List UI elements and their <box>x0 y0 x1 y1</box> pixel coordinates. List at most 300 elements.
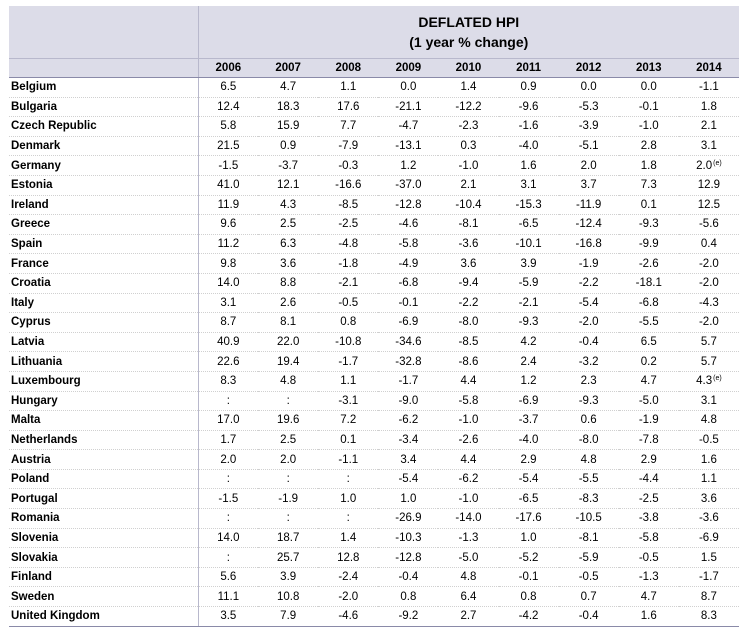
value-text: -1.3 <box>458 531 479 544</box>
value-cell <box>619 411 679 431</box>
value-cell <box>438 156 498 176</box>
value-text: 8.1 <box>280 316 297 329</box>
value-cell <box>438 136 498 156</box>
value-cell <box>499 469 559 489</box>
value-text: 1.6 <box>700 453 717 466</box>
value-cell <box>318 97 378 117</box>
country-name: Portugal <box>9 489 198 509</box>
value-cell <box>198 430 258 450</box>
value-text: -5.0 <box>638 394 659 407</box>
value-cell <box>499 136 559 156</box>
value-text: 1.6 <box>520 159 537 172</box>
value-text: -34.6 <box>395 336 422 349</box>
value-text: -1.1 <box>338 453 359 466</box>
value-text: -9.4 <box>458 277 479 290</box>
value-text: -7.9 <box>338 140 359 153</box>
value-text: 18.7 <box>276 531 300 544</box>
value-cell <box>198 509 258 529</box>
value-text: 25.7 <box>276 551 300 564</box>
value-text: 7.7 <box>340 120 357 133</box>
value-text: 14.0 <box>217 531 240 544</box>
value-cell <box>619 97 679 117</box>
country-name: Spain <box>9 234 198 254</box>
value-text: -3.6 <box>458 238 479 251</box>
value-cell <box>438 195 498 215</box>
value-cell <box>198 587 258 607</box>
value-text: -0.1 <box>518 571 539 584</box>
value-text: -1.3 <box>638 571 659 584</box>
value-text: -9.6 <box>518 100 539 113</box>
value-cell <box>198 567 258 587</box>
value-text: 4.7 <box>640 590 657 603</box>
value-cell <box>499 607 559 627</box>
value-cell <box>198 450 258 470</box>
table-title: DEFLATED HPI <box>418 14 520 30</box>
value-cell <box>258 411 318 431</box>
table-row <box>9 528 739 548</box>
value-cell <box>378 352 438 372</box>
value-text: -2.0 <box>698 316 719 329</box>
value-text: -7.8 <box>638 433 659 446</box>
value-cell <box>679 332 739 352</box>
value-text: -9.9 <box>638 238 659 251</box>
value-text: 6.4 <box>460 590 477 603</box>
value-text: -16.6 <box>335 179 362 192</box>
country-name: Malta <box>9 411 198 431</box>
table-row <box>9 78 739 98</box>
value-cell <box>438 254 498 274</box>
value-cell <box>258 156 318 176</box>
value-text: 0.8 <box>340 316 357 329</box>
value-text: -5.1 <box>578 140 599 153</box>
value-cell <box>378 254 438 274</box>
value-cell <box>499 273 559 293</box>
value-cell <box>198 136 258 156</box>
value-text: 12.8 <box>337 551 360 564</box>
value-cell <box>378 450 438 470</box>
value-text: 12.5 <box>697 198 721 211</box>
value-cell <box>438 234 498 254</box>
value-cell <box>619 587 679 607</box>
value-cell <box>499 509 559 529</box>
value-text: 2.5 <box>280 433 297 446</box>
value-cell <box>258 607 318 627</box>
value-cell <box>258 587 318 607</box>
value-text: 1.0 <box>520 531 537 544</box>
value-text: -6.9 <box>518 394 539 407</box>
value-text: 0.9 <box>520 81 537 94</box>
year-header-row <box>9 59 739 78</box>
value-cell <box>198 411 258 431</box>
value-cell <box>619 450 679 470</box>
value-text: 4.4 <box>460 375 477 388</box>
value-cell <box>438 411 498 431</box>
value-text: 7.9 <box>280 610 297 623</box>
value-text: 0.0 <box>640 81 657 94</box>
value-text: -1.9 <box>278 492 299 505</box>
country-name: Cyprus <box>9 313 198 333</box>
value-text: 0.1 <box>640 198 657 211</box>
value-text: -6.2 <box>398 414 419 427</box>
value-text: 1.2 <box>520 375 537 388</box>
value-cell <box>619 195 679 215</box>
value-text: 2.3 <box>580 375 597 388</box>
value-cell <box>559 195 619 215</box>
table-row <box>9 469 739 489</box>
value-cell <box>318 117 378 137</box>
country-name: Netherlands <box>9 430 198 450</box>
value-text: -5.4 <box>518 473 539 486</box>
value-text: 1.4 <box>460 81 477 94</box>
value-cell <box>258 371 318 391</box>
country-name: Croatia <box>9 273 198 293</box>
value-text: -0.4 <box>398 571 419 584</box>
value-cell <box>318 391 378 411</box>
value-text: 7.2 <box>340 414 357 427</box>
value-cell <box>679 567 739 587</box>
value-text: -4.0 <box>518 433 539 446</box>
value-cell <box>679 548 739 568</box>
table-title-cell <box>198 6 739 59</box>
value-cell <box>258 254 318 274</box>
value-text: -13.1 <box>395 140 422 153</box>
value-text: -5.8 <box>458 394 479 407</box>
value-text: -5.2 <box>518 551 539 564</box>
value-text: -9.3 <box>578 394 599 407</box>
value-text: : <box>226 394 230 407</box>
value-cell <box>559 411 619 431</box>
value-cell <box>378 78 438 98</box>
value-cell <box>679 234 739 254</box>
table-row <box>9 254 739 274</box>
value-text: 3.5 <box>220 610 237 623</box>
value-cell <box>258 332 318 352</box>
value-text: 3.1 <box>700 394 717 407</box>
value-cell <box>198 293 258 313</box>
value-text: -3.2 <box>578 355 599 368</box>
country-name: Poland <box>9 469 198 489</box>
value-cell <box>559 136 619 156</box>
value-cell <box>559 78 619 98</box>
value-cell <box>679 254 739 274</box>
value-cell <box>258 234 318 254</box>
value-text: 1.0 <box>340 492 357 505</box>
value-cell <box>619 607 679 627</box>
value-cell <box>619 78 679 98</box>
table-row <box>9 332 739 352</box>
value-cell <box>198 215 258 235</box>
value-text: 4.7 <box>640 375 657 388</box>
value-text: -12.8 <box>395 551 422 564</box>
value-text: -5.9 <box>578 551 599 564</box>
value-cell <box>559 175 619 195</box>
value-cell <box>679 411 739 431</box>
value-cell <box>318 371 378 391</box>
table-row <box>9 587 739 607</box>
value-text: 40.9 <box>217 336 240 349</box>
value-cell <box>679 97 739 117</box>
value-cell <box>198 528 258 548</box>
value-text: -8.0 <box>458 316 479 329</box>
value-text: 12.4 <box>217 100 240 113</box>
country-name: Germany <box>9 156 198 176</box>
value-cell <box>679 117 739 137</box>
country-name: Belgium <box>9 78 198 98</box>
value-text: 4.8 <box>580 453 597 466</box>
value-text: 2.7 <box>460 610 477 623</box>
value-text: -12.4 <box>575 218 602 231</box>
value-cell <box>378 293 438 313</box>
value-cell <box>438 567 498 587</box>
value-cell <box>619 332 679 352</box>
value-cell <box>559 528 619 548</box>
table-row <box>9 313 739 333</box>
value-cell <box>438 97 498 117</box>
country-name: Latvia <box>9 332 198 352</box>
value-text: 8.8 <box>280 277 297 290</box>
value-text: 2.5 <box>280 218 297 231</box>
value-cell <box>499 371 559 391</box>
value-text: -10.8 <box>335 336 362 349</box>
value-cell <box>559 97 619 117</box>
value-text: 17.6 <box>337 100 360 113</box>
value-cell <box>619 528 679 548</box>
value-cell <box>318 136 378 156</box>
value-cell <box>258 78 318 98</box>
estimate-flag: (e) <box>713 159 722 167</box>
value-cell <box>438 313 498 333</box>
value-text: -10.4 <box>455 198 482 211</box>
value-text: : <box>286 473 290 486</box>
value-cell <box>378 607 438 627</box>
value-text: -37.0 <box>395 179 422 192</box>
value-text: 0.9 <box>280 140 297 153</box>
value-text: 8.7 <box>700 590 717 603</box>
value-cell <box>318 587 378 607</box>
value-text: -6.5 <box>518 492 539 505</box>
value-cell <box>559 587 619 607</box>
value-cell <box>559 254 619 274</box>
value-cell <box>378 391 438 411</box>
value-text: -2.5 <box>338 218 359 231</box>
value-cell <box>499 352 559 372</box>
table-body <box>9 78 739 627</box>
value-cell <box>559 469 619 489</box>
value-text: 1.1 <box>340 375 357 388</box>
value-cell <box>559 332 619 352</box>
value-cell <box>378 587 438 607</box>
value-text: 2.0 <box>696 159 713 172</box>
year-header: 2014 <box>679 59 739 78</box>
value-text: -11.9 <box>575 198 602 211</box>
country-name: Italy <box>9 293 198 313</box>
value-text: : <box>286 394 290 407</box>
value-cell <box>499 587 559 607</box>
value-cell <box>438 175 498 195</box>
value-cell <box>438 391 498 411</box>
value-text: -4.2 <box>518 610 539 623</box>
value-text: : <box>346 512 350 525</box>
value-text: -5.6 <box>698 218 719 231</box>
value-cell <box>499 156 559 176</box>
year-header: 2013 <box>619 59 679 78</box>
country-name: Bulgaria <box>9 97 198 117</box>
value-cell <box>619 273 679 293</box>
value-text: -6.9 <box>698 531 719 544</box>
value-cell <box>198 254 258 274</box>
value-text: 21.5 <box>217 140 240 153</box>
value-cell <box>198 469 258 489</box>
value-cell <box>438 352 498 372</box>
value-text: -4.3 <box>698 296 719 309</box>
value-text: 9.8 <box>220 257 237 270</box>
value-text: -12.2 <box>455 100 482 113</box>
value-cell <box>198 195 258 215</box>
value-cell <box>619 391 679 411</box>
value-text: 3.6 <box>700 492 717 505</box>
value-text: : <box>286 512 290 525</box>
value-text: -10.5 <box>575 512 602 525</box>
table-row <box>9 391 739 411</box>
value-text: 41.0 <box>217 179 240 192</box>
value-text: 22.0 <box>276 336 300 349</box>
value-text: 6.5 <box>640 336 657 349</box>
value-text: -8.5 <box>458 336 479 349</box>
value-cell <box>619 371 679 391</box>
value-text: -6.5 <box>518 218 539 231</box>
year-header: 2008 <box>318 59 378 78</box>
value-text: 1.8 <box>700 100 717 113</box>
value-text: 1.5 <box>700 551 717 564</box>
value-cell <box>438 509 498 529</box>
country-header-cell <box>9 59 198 78</box>
value-text: 0.8 <box>520 590 537 603</box>
value-cell <box>679 195 739 215</box>
value-text: -0.4 <box>578 610 599 623</box>
value-cell <box>318 175 378 195</box>
value-text: -2.2 <box>578 277 599 290</box>
value-text: 0.2 <box>640 355 657 368</box>
deflated-hpi-table <box>9 6 739 627</box>
value-text: : <box>346 473 350 486</box>
value-cell <box>258 215 318 235</box>
value-cell <box>499 567 559 587</box>
value-text: 3.1 <box>700 140 717 153</box>
value-cell <box>378 156 438 176</box>
value-text: -5.9 <box>518 277 539 290</box>
value-cell <box>198 78 258 98</box>
value-text: 2.9 <box>640 453 657 466</box>
value-cell <box>499 97 559 117</box>
value-cell <box>318 352 378 372</box>
value-text: -5.5 <box>638 316 659 329</box>
value-text: 1.2 <box>400 159 417 172</box>
country-name: Sweden <box>9 587 198 607</box>
value-cell <box>258 548 318 568</box>
value-text: -2.0 <box>578 316 599 329</box>
value-text: 5.7 <box>700 355 717 368</box>
value-cell <box>679 273 739 293</box>
value-text: : <box>226 551 230 564</box>
country-name: Romania <box>9 509 198 529</box>
value-cell <box>679 391 739 411</box>
value-text: -16.8 <box>575 238 602 251</box>
value-text: 4.8 <box>700 414 717 427</box>
value-cell <box>559 313 619 333</box>
value-cell <box>499 528 559 548</box>
value-text: -4.9 <box>398 257 419 270</box>
table-row <box>9 607 739 627</box>
value-cell <box>378 136 438 156</box>
value-cell <box>499 332 559 352</box>
year-header: 2009 <box>378 59 438 78</box>
value-text: 8.7 <box>220 316 237 329</box>
value-text: -14.0 <box>455 512 482 525</box>
value-text: -1.6 <box>518 120 539 133</box>
value-cell <box>258 528 318 548</box>
country-name: United Kingdom <box>9 607 198 627</box>
value-text: -6.2 <box>458 473 479 486</box>
value-text: 5.8 <box>220 120 237 133</box>
value-text: 1.7 <box>220 433 237 446</box>
value-text: -5.5 <box>578 473 599 486</box>
value-cell <box>559 371 619 391</box>
value-text: 4.7 <box>280 81 297 94</box>
value-cell <box>559 450 619 470</box>
table-row <box>9 371 739 391</box>
value-cell <box>619 175 679 195</box>
value-text: -2.1 <box>518 296 539 309</box>
value-cell <box>679 469 739 489</box>
value-cell <box>318 215 378 235</box>
value-cell <box>679 136 739 156</box>
value-cell <box>198 117 258 137</box>
value-cell <box>258 175 318 195</box>
value-text: -1.9 <box>638 414 659 427</box>
value-text: -3.4 <box>398 433 419 446</box>
value-text: -17.6 <box>515 512 542 525</box>
value-text: -4.8 <box>338 238 359 251</box>
value-cell <box>679 587 739 607</box>
country-name: France <box>9 254 198 274</box>
value-cell <box>378 332 438 352</box>
value-text: -26.9 <box>395 512 422 525</box>
value-cell <box>499 195 559 215</box>
value-text: -8.6 <box>458 355 479 368</box>
table-row <box>9 450 739 470</box>
value-cell <box>318 313 378 333</box>
value-cell <box>679 215 739 235</box>
value-cell <box>619 254 679 274</box>
value-text: -1.0 <box>458 414 479 427</box>
value-cell <box>438 293 498 313</box>
value-text: -4.7 <box>398 120 419 133</box>
value-cell <box>619 136 679 156</box>
value-cell <box>198 352 258 372</box>
value-cell <box>318 78 378 98</box>
value-cell <box>679 371 739 391</box>
value-text: 0.0 <box>400 81 417 94</box>
value-text: -8.1 <box>458 218 479 231</box>
value-text: -3.7 <box>518 414 539 427</box>
table-row <box>9 97 739 117</box>
value-cell <box>378 234 438 254</box>
country-name: Denmark <box>9 136 198 156</box>
value-text: -6.8 <box>398 277 419 290</box>
value-text: -2.0 <box>698 277 719 290</box>
value-cell <box>258 293 318 313</box>
value-cell <box>559 352 619 372</box>
